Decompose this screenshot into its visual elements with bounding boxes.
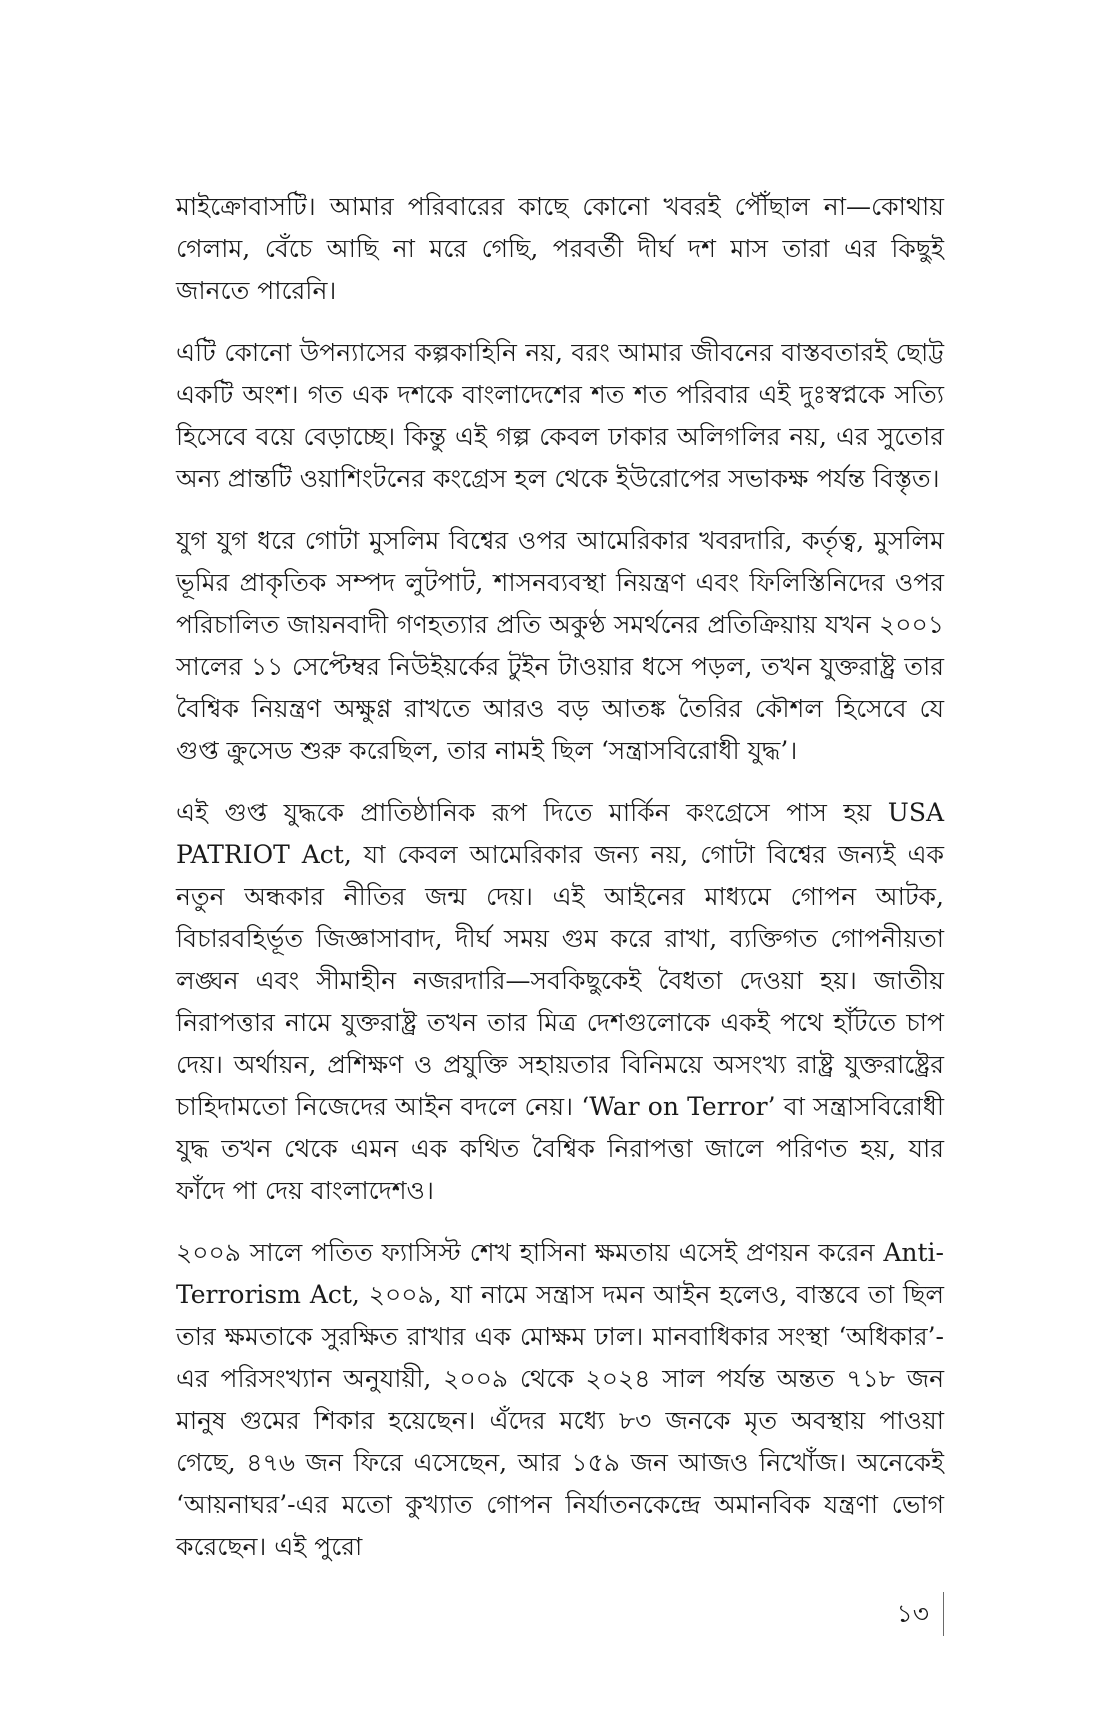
paragraph-3: যুগ যুগ ধরে গোটা মুসলিম বিশ্বের ওপর আমেরিকার খবরদারি, কর্তৃত্ব, মুসলিম ভূমির প্রাকৃতিক সম্পদ লুটপাট, শাসনব্যবস্থা নিয়ন্ত্রণ এবং ফিলিস্তিনিদের ওপর পরিচালিত জায়নবাদী গণহত্যার প্রতি অকুণ্ঠ সমর্থনের প্রতিক্রিয়ায় যখন ২০০১ সালের ১১ সেপ্টেম্বর নিউইয়র্কের টুইন টাওয়ার ধসে পড়ল, তখন যুক্তরাষ্ট্র তার বৈশ্বিক নিয়ন্ত্রণ অক্ষুণ্ণ রাখতে আরও বড় আতঙ্ক তৈরির কৌশল হিসেবে যে গুপ্ত ক্রুসেড শুরু করেছিল, তার নামই ছিল ‘সন্ত্রাসবিরোধী যুদ্ধ’। [176,526,944,765]
paragraph-1: মাইক্রোবাসটি। আমার পরিবারের কাছে কোনো খবরই পৌঁছাল না—কোথায় গেলাম, বেঁচে আছি না মরে গেছি, পরবর্তী দীর্ঘ দশ মাস তারা এর কিছুই জানতে পারেনি। [176,192,944,305]
paragraph-4: এই গুপ্ত যুদ্ধকে প্রাতিষ্ঠানিক রূপ দিতে মার্কিন কংগ্রেসে পাস হয় USA PATRIOT Act, যা কেবল আমেরিকার জন্য নয়, গোটা বিশ্বের জন্যই এক নতুন অন্ধকার নীতির জন্ম দেয়। এই আইনের মাধ্যমে গোপন আটক, বিচারবহির্ভূত জিজ্ঞাসাবাদ, দীর্ঘ সময় গুম করে রাখা, ব্যক্তিগত গোপনীয়তা লঙ্ঘন এবং সীমাহীন নজরদারি—সবকিছুকেই বৈধতা দেওয়া হয়। জাতীয় নিরাপত্তার নামে যুক্তরাষ্ট্র তখন তার মিত্র দেশগুলোকে একই পথে হাঁটতে চাপ দেয়। অর্থায়ন, প্রশিক্ষণ ও প্রযুক্তি সহায়তার বিনিময়ে অসংখ্য রাষ্ট্র যুক্তরাষ্ট্রের চাহিদামতো নিজেদের আইন বদলে নেয়। ‘War on Terror’ বা সন্ত্রাসবিরোধী যুদ্ধ তখন থেকে এমন এক কথিত বৈশ্বিক নিরাপত্তা জালে পরিণত হয়, যার ফাঁদে পা দেয় বাংলাদেশও। [176,798,944,1205]
page-number: ১৩ [896,1599,929,1628]
page-body [176,186,944,1588]
page-number-rule [943,1592,944,1636]
page-footer [897,1592,944,1636]
paragraph-5: ২০০৯ সালে পতিত ফ্যাসিস্ট শেখ হাসিনা ক্ষমতায় এসেই প্রণয়ন করেন Anti-Terrorism Act, ২০০৯, যা নামে সন্ত্রাস দমন আইন হলেও, বাস্তবে তা ছিল তার ক্ষমতাকে সুরক্ষিত রাখার এক মোক্ষম ঢাল। মানবাধিকার সংস্থা ‘অধিকার’-এর পরিসংখ্যান অনুযায়ী, ২০০৯ থেকে ২০২৪ সাল পর্যন্ত অন্তত ৭১৮ জন মানুষ গুমের শিকার হয়েছেন। এঁদের মধ্যে ৮৩ জনকে মৃত অবস্থায় পাওয়া গেছে, ৪৭৬ জন ফিরে এসেছেন, আর ১৫৯ জন আজও নিখোঁজ। অনেকেই ‘আয়নাঘর’-এর মতো কুখ্যাত গোপন নির্যাতনকেন্দ্রে অমানবিক যন্ত্রণা ভোগ করেছেন। এই পুরো [176,1238,944,1561]
paragraph-2: এটি কোনো উপন্যাসের কল্পকাহিনি নয়, বরং আমার জীবনের বাস্তবতারই ছোট্ট একটি অংশ। গত এক দশকে বাংলাদেশের শত শত পরিবার এই দুঃস্বপ্নকে সত্যি হিসেবে বয়ে বেড়াচ্ছে। কিন্তু এই গল্প কেবল ঢাকার অলিগলির নয়, এর সুতোর অন্য প্রান্তটি ওয়াশিংটনের কংগ্রেস হল থেকে ইউরোপের সভাকক্ষ পর্যন্ত বিস্তৃত। [176,338,944,493]
